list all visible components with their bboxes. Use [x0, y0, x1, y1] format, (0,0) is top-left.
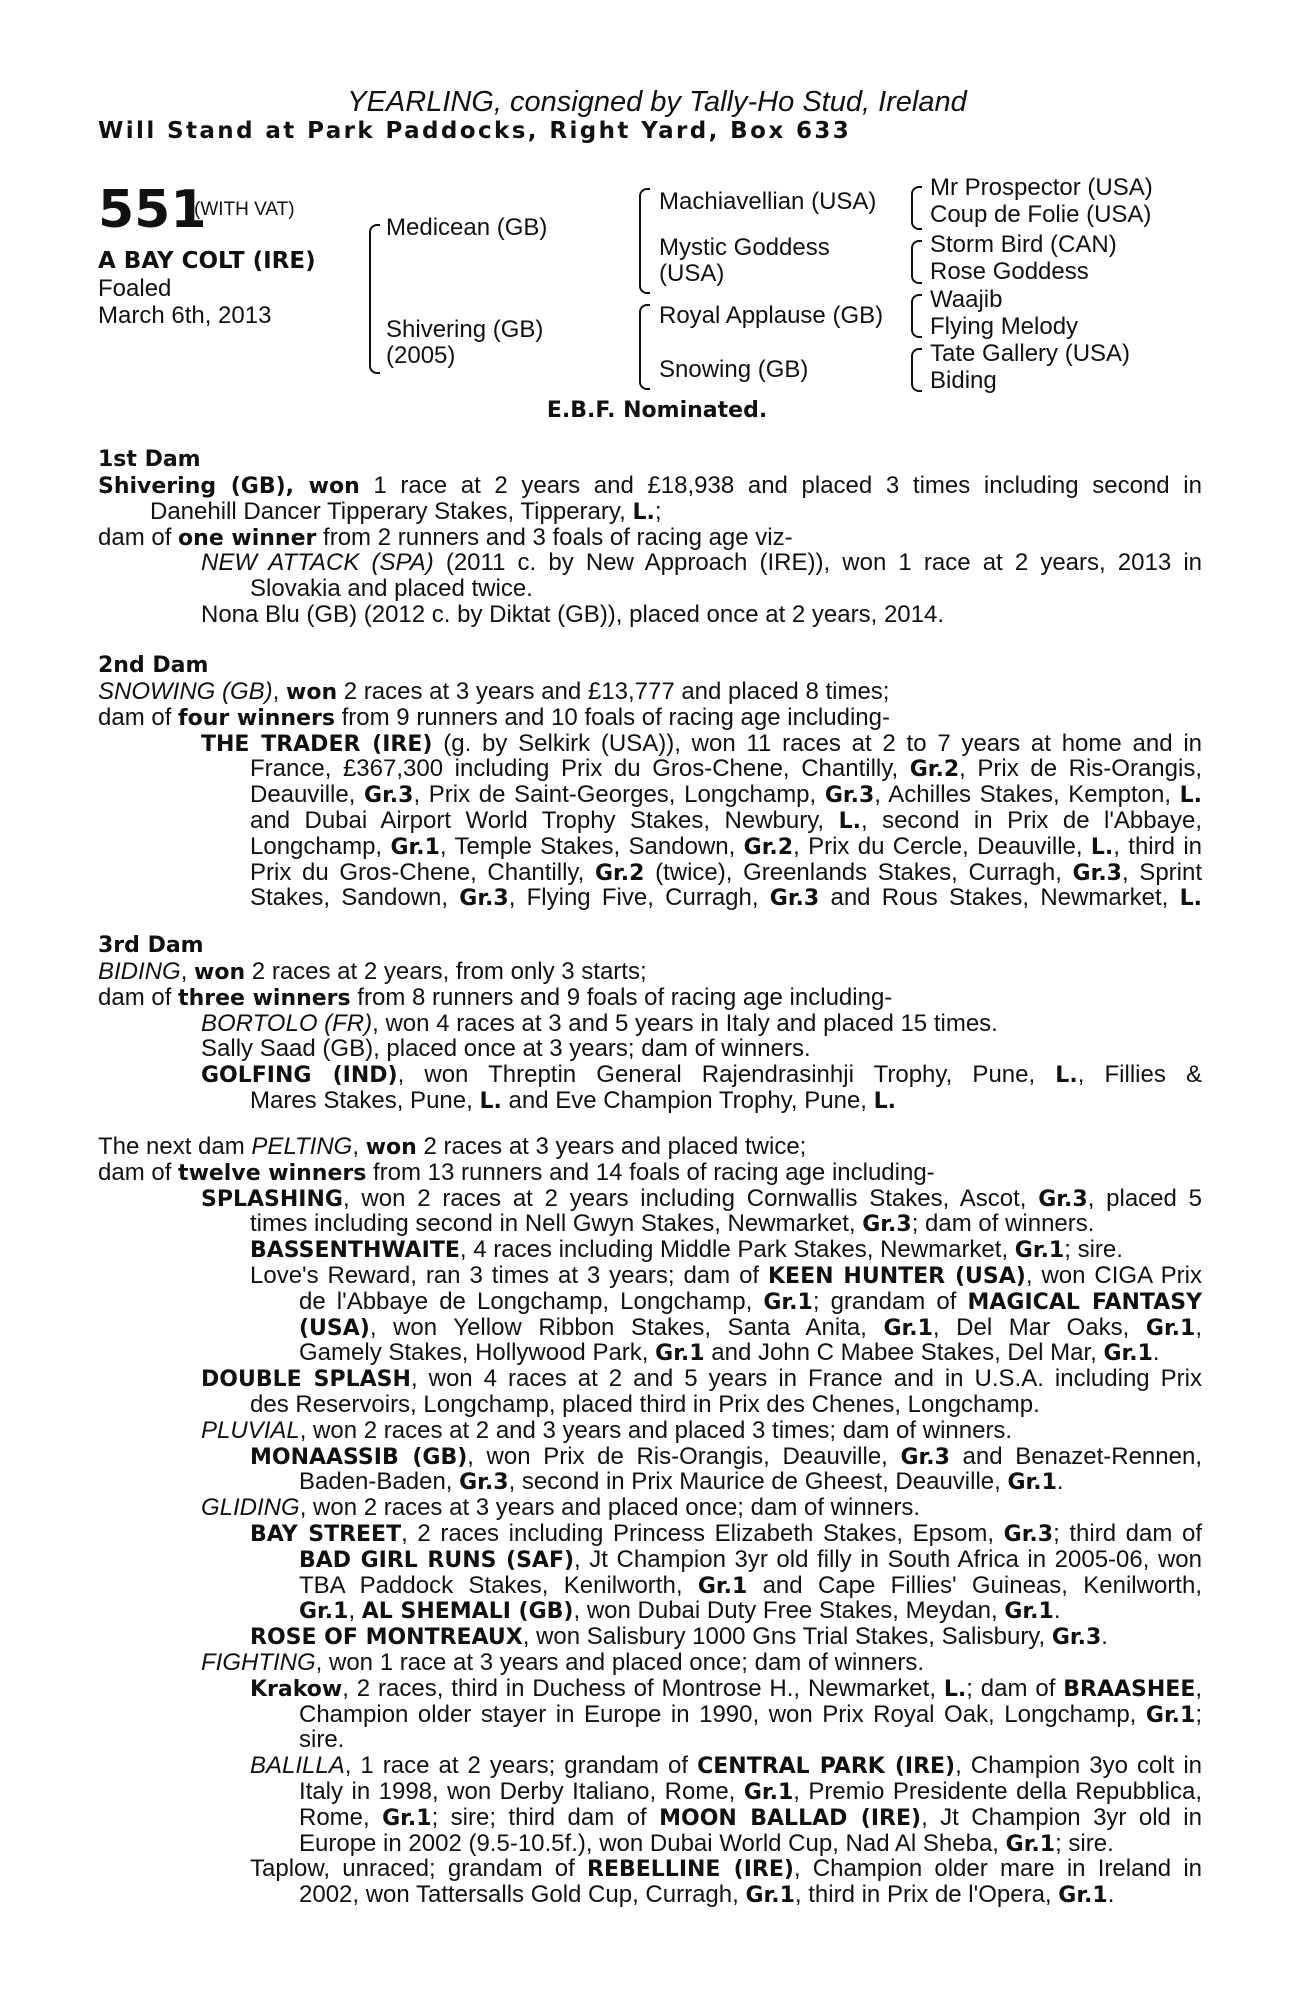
text-line: GLIDING, won 2 races at 3 years and placed once; dam of winners. [201, 1494, 921, 1522]
text-line: THE TRADER (IRE) (g. by Selkirk (USA)), won 11 races at 2 to 7 years at home and in [201, 729, 1202, 757]
text-line: Slovakia and placed twice. [250, 575, 533, 603]
text-line: Gamely Stakes, Hollywood Park, Gr.1 and John C Mabee Stakes, Del Mar, Gr.1. [299, 1339, 1160, 1367]
consignment-line: YEARLING, consigned by Tally-Ho Stud, Ireland [347, 86, 967, 118]
text-line: Longchamp, Gr.1, Temple Stakes, Sandown, Gr.2, Prix du Cercle, Deauville, L., third in [250, 832, 1202, 860]
text-line: dam of three winners from 8 runners and 9 foals of racing age including- [98, 983, 893, 1011]
ebf-nominated: E.B.F. Nominated. [546, 398, 768, 423]
text-line: BAY STREET, 2 races including Princess Elizabeth Stakes, Epsom, Gr.3; third dam of [250, 1519, 1202, 1547]
pedigree-dss: Waajib [930, 286, 1003, 313]
foaled-date: March 6th, 2013 [98, 302, 272, 329]
next-dam-section [98, 1134, 1202, 1908]
text-line: Italy in 1998, won Derby Italiano, Rome, Gr.1, Premio Presidente della Repubblica, [299, 1777, 1202, 1805]
pedigree-brace-dd [911, 348, 922, 392]
text-line: sire. [299, 1726, 345, 1754]
stand-location-line: Will Stand at Park Paddocks, Right Yard, Box 633 [98, 118, 852, 144]
text-line: Sally Saad (GB), placed once at 3 years; dam of winners. [201, 1035, 811, 1063]
section-heading: 3rd Dam [98, 933, 204, 958]
text-line: Baden-Baden, Gr.3, second in Prix Maurice de Gheest, Deauville, Gr.1. [299, 1468, 1064, 1496]
text-line: DOUBLE SPLASH, won 4 races at 2 and 5 years in France and in U.S.A. including Prix [201, 1365, 1202, 1393]
text-line: Mares Stakes, Pune, L. and Eve Champion Trophy, Pune, L. [250, 1086, 897, 1114]
text-line: Stakes, Sandown, Gr.3, Flying Five, Curragh, Gr.3 and Rous Stakes, Newmarket, L. [250, 884, 1202, 912]
pedigree-brace-sd [911, 240, 922, 284]
text-line: Nona Blu (GB) (2012 c. by Diktat (GB)), placed once at 2 years, 2014. [201, 600, 945, 628]
pedigree-dsd: Flying Melody [930, 313, 1079, 340]
text-line: ROSE OF MONTREAUX, won Salisbury 1000 Gns Trial Stakes, Salisbury, Gr.3. [250, 1623, 1108, 1651]
text-line: Krakow, 2 races, third in Duchess of Montrose H., Newmarket, L.; dam of BRAASHEE, [250, 1674, 1203, 1702]
text-line: Shivering (GB), won 1 race at 2 years and £18,938 and placed 3 times including second in [98, 472, 1202, 499]
pedigree-ddd: Biding [930, 367, 997, 394]
pedigree-sire: Medicean (GB) [386, 214, 548, 241]
pedigree-dds: Tate Gallery (USA) [930, 340, 1131, 367]
text-line: dam of one winner from 2 runners and 3 foals of racing age viz- [98, 523, 793, 551]
text-line: BORTOLO (FR), won 4 races at 3 and 5 years in Italy and placed 15 times. [201, 1009, 998, 1037]
pedigree-sds: Storm Bird (CAN) [930, 231, 1117, 258]
text-line: SPLASHING, won 2 races at 2 years including Cornwallis Stakes, Ascot, Gr.3, placed 5 [201, 1184, 1203, 1212]
lot-title: A BAY COLT (IRE) [98, 248, 316, 274]
text-line: Taplow, unraced; grandam of REBELLINE (IRE), Champion older mare in Ireland in [250, 1855, 1202, 1883]
second-dam-section [98, 652, 1202, 911]
text-line: dam of four winners from 9 runners and 10 foals of racing age including- [98, 703, 890, 731]
pedigree-sire-sire: Machiavellian (USA) [659, 188, 877, 215]
pedigree-sire-dam-line1: Mystic Goddess [659, 234, 830, 261]
pedigree-ssd: Coup de Folie (USA) [930, 201, 1152, 228]
text-line: NEW ATTACK (SPA) (2011 c. by New Approach (IRE)), won 1 race at 2 years, 2013 in [201, 549, 1202, 577]
lot-number: 551 [98, 180, 207, 240]
text-line: TBA Paddock Stakes, Kenilworth, Gr.1 and Cape Fillies' Guineas, Kenilworth, [299, 1571, 1202, 1599]
vat-note: (WITH VAT) [194, 199, 295, 220]
text-line: Champion older stayer in Europe in 1990, won Prix Royal Oak, Longchamp, Gr.1; [299, 1700, 1202, 1728]
pedigree-brace-ss [911, 186, 922, 230]
text-line: BASSENTHWAITE, 4 races including Middle Park Stakes, Newmarket, Gr.1; sire. [250, 1236, 1123, 1264]
text-line: France, £367,300 including Prix du Gros-Chene, Chantilly, Gr.2, Prix de Ris-Orangis, [250, 755, 1202, 783]
text-line: and Dubai Airport World Trophy Stakes, Newbury, L., second in Prix de l'Abbaye, [250, 806, 1202, 834]
text-line: (USA), won Yellow Ribbon Stakes, Santa Anita, Gr.1, Del Mar Oaks, Gr.1, [299, 1313, 1202, 1341]
text-line: PLUVIAL, won 2 races at 2 and 3 years and placed 3 times; dam of winners. [201, 1416, 1013, 1444]
pedigree-brace-sire [639, 188, 650, 294]
text-line: Prix du Gros-Chene, Chantilly, Gr.2 (twice), Greenlands Stakes, Curragh, Gr.3, Sprint [250, 858, 1203, 886]
text-line: 2002, won Tattersalls Gold Cup, Curragh, Gr.1, third in Prix de l'Opera, Gr.1. [299, 1881, 1115, 1909]
text-line: Deauville, Gr.3, Prix de Saint-Georges, Longchamp, Gr.3, Achilles Stakes, Kempton, L. [250, 781, 1203, 809]
text-line: times including second in Nell Gwyn Stakes, Newmarket, Gr.3; dam of winners. [250, 1210, 1095, 1238]
text-line: MONAASSIB (GB), won Prix de Ris-Orangis, Deauville, Gr.3 and Benazet-Rennen, [250, 1442, 1202, 1470]
first-dam-section [98, 446, 1202, 628]
pedigree-sss: Mr Prospector (USA) [930, 174, 1153, 201]
pedigree-sire-dam-line2: (USA) [659, 260, 725, 287]
text-line: Love's Reward, ran 3 times at 3 years; dam of KEEN HUNTER (USA), won CIGA Prix [250, 1261, 1203, 1289]
pedigree-dam-dam: Snowing (GB) [659, 356, 809, 383]
pedigree-sdd: Rose Goddess [930, 258, 1089, 285]
text-line: BIDING, won 2 races at 2 years, from only 3 starts; [98, 958, 647, 985]
pedigree-dam-sire: Royal Applause (GB) [659, 302, 884, 329]
third-dam-section [98, 932, 1202, 1114]
text-line: Gr.1, AL SHEMALI (GB), won Dubai Duty Free Stakes, Meydan, Gr.1. [299, 1597, 1061, 1625]
text-line: des Reservoirs, Longchamp, placed third in Prix des Chenes, Longchamp. [250, 1390, 1040, 1418]
text-line: FIGHTING, won 1 race at 3 years and placed once; dam of winners. [201, 1648, 924, 1676]
section-heading: 1st Dam [98, 447, 201, 472]
section-heading: 2nd Dam [98, 653, 209, 678]
pedigree-brace-ds [911, 294, 922, 338]
pedigree-dam-line1: Shivering (GB) [386, 316, 544, 343]
text-line: Rome, Gr.1; sire; third dam of MOON BALLAD (IRE), Jt Champion 3yr old in [299, 1803, 1202, 1831]
text-line: GOLFING (IND), won Threptin General Rajendrasinhji Trophy, Pune, L., Fillies & [201, 1061, 1202, 1089]
text-line: BAD GIRL RUNS (SAF), Jt Champion 3yr old filly in South Africa in 2005-06, won [299, 1545, 1202, 1573]
text-line: SNOWING (GB), won 2 races at 3 years and £13,777 and placed 8 times; [98, 678, 890, 705]
pedigree-dam-line2: (2005) [386, 342, 456, 369]
foaled-label: Foaled [98, 275, 172, 302]
pedigree-brace-dam [639, 304, 650, 390]
text-line: Europe in 2002 (9.5-10.5f.), won Dubai World Cup, Nad Al Sheba, Gr.1; sire. [299, 1829, 1114, 1857]
text-line: The next dam PELTING, won 2 races at 3 years and placed twice; [98, 1133, 807, 1160]
text-line: BALILLA, 1 race at 2 years; grandam of CENTRAL PARK (IRE), Champion 3yo colt in [250, 1752, 1202, 1780]
text-line: Danehill Dancer Tipperary Stakes, Tipperary, L.; [150, 497, 662, 525]
text-line: dam of twelve winners from 13 runners and 14 foals of racing age including- [98, 1158, 935, 1186]
pedigree-brace-gen1 [369, 224, 380, 374]
text-line: de l'Abbaye de Longchamp, Longchamp, Gr.1; grandam of MAGICAL FANTASY [299, 1287, 1202, 1315]
